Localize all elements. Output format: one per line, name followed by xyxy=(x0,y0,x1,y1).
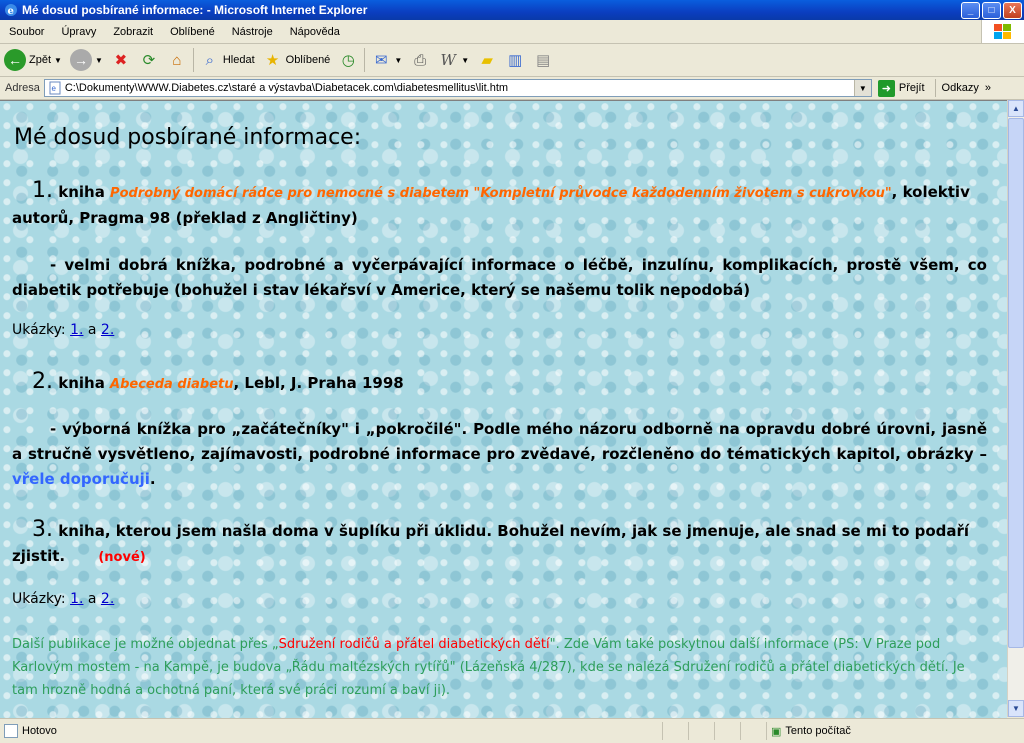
book-1-details: , kolektiv autorů, Pragma 98 (překlad z Angličtiny) xyxy=(12,183,970,227)
stop-icon: ✖ xyxy=(114,52,128,69)
go-button[interactable] xyxy=(878,80,925,97)
page-icon xyxy=(48,81,62,95)
menu-upravy[interactable]: Úpravy xyxy=(61,25,97,38)
search-icon: ⌕ xyxy=(205,51,215,69)
search-button[interactable] xyxy=(196,46,259,74)
book-2 xyxy=(12,369,987,397)
title-bar xyxy=(0,0,1024,20)
svg-text:e: e xyxy=(51,84,56,93)
sample-link-1[interactable]: 1. xyxy=(70,322,84,338)
history-icon: ◷ xyxy=(341,52,355,69)
book-1 xyxy=(12,178,987,231)
toolbar-separator xyxy=(193,48,194,72)
favorites-label: Oblíbené xyxy=(285,54,331,66)
page-status-icon xyxy=(4,724,18,738)
book-3-text: kniha, kterou jsem našla doma v šuplíku při úklidu. Bohužel nevím, jak se jmenuje, ale snad se mi to podaří zjistit. xyxy=(12,522,970,565)
book-2-desc-text: - výborná knížka pro „začátečníky" i „pokročilé". Podle mého názoru odborně na opravdu dobré úrovni, jasně a stručně vysvětleno, zajímavosti, podrobné informace pro zvědavé, rozčleněno do tématických kapitol, obrázky – xyxy=(12,420,987,463)
stop-button[interactable] xyxy=(107,46,135,74)
favorites-button[interactable] xyxy=(259,46,335,74)
footer-note xyxy=(12,633,987,702)
back-label: Zpět xyxy=(29,54,52,66)
edit-dropdown-icon[interactable]: ▼ xyxy=(461,55,470,65)
forward-button[interactable] xyxy=(66,46,107,74)
book-1-number: 1. xyxy=(32,178,53,203)
footer-after: ". Zde Vám také poskytnou další informace (PS: V Praze pod Karlovým mostem - na Kampě, je budova „Řádu maltézských rytířů" (Lázeňská 4/287), kde se nalézá Sdružení rodičů a přátel diabetických dětí. Je tam hrozně hodná a ochotná paní, která své práci rozumí a baví ji). xyxy=(12,637,965,698)
address-dropdown-icon[interactable]: ▼ xyxy=(854,80,871,96)
address-label: Adresa xyxy=(5,82,40,94)
messenger-button[interactable] xyxy=(501,46,529,74)
maximize-button[interactable]: □ xyxy=(982,2,1001,19)
zone-cell xyxy=(766,722,987,740)
status-text: Hotovo xyxy=(22,725,57,737)
star-icon: ★ xyxy=(265,52,280,69)
samples-and: a xyxy=(83,322,101,338)
sample-link-1[interactable]: 1. xyxy=(70,591,84,607)
home-icon: ⌂ xyxy=(172,51,182,69)
menu-soubor[interactable]: Soubor xyxy=(9,25,45,38)
refresh-icon: ⟳ xyxy=(142,52,156,69)
book-3-number: 3. xyxy=(32,517,53,542)
links-label: Odkazy xyxy=(941,82,979,94)
book-2-details: , Lebl, J. Praha 1998 xyxy=(233,374,404,392)
new-badge: (nové) xyxy=(98,550,146,565)
menu-napoveda[interactable]: Nápověda xyxy=(289,25,340,38)
ie-icon xyxy=(4,3,18,17)
recommend-text: vřele doporučuji xyxy=(12,470,150,488)
status-cell xyxy=(740,722,766,740)
samples-1 xyxy=(12,322,114,338)
sample-link-2[interactable]: 2. xyxy=(100,591,115,607)
menu-zobrazit[interactable]: Zobrazit xyxy=(113,25,154,38)
toolbar xyxy=(0,44,1024,77)
back-dropdown-icon[interactable]: ▼ xyxy=(54,55,62,65)
book-1-description: - velmi dobrá knížka, podrobné a vyčerpávající informace o léčbě, inzulínu, komplikacích, prostě všem, co diabetik potřebuje (bohužel i stav lékařsví v Americe, který se našemu tolik nepodobá) xyxy=(12,256,987,299)
book-1-title: Podrobný domácí rádce pro nemocné s diabetem "Kompletní průvodce každodenním životem s cukrovkou" xyxy=(110,186,892,201)
links-button[interactable] xyxy=(935,79,991,97)
page-heading: Mé dosud posbírané informace: xyxy=(14,125,362,150)
note-icon: ▰ xyxy=(481,52,493,69)
word-icon: W xyxy=(440,51,456,69)
book-2-title[interactable]: Abeceda diabetu xyxy=(110,377,234,392)
book-3 xyxy=(12,517,987,570)
edit-button[interactable] xyxy=(434,46,473,74)
svg-text:e: e xyxy=(7,6,14,17)
printer-icon: ⎙ xyxy=(414,51,427,69)
samples-and: a xyxy=(83,591,101,607)
chevron-right-icon: » xyxy=(984,82,991,94)
go-label: Přejít xyxy=(898,82,925,94)
status-cell xyxy=(662,722,688,740)
address-url: C:\Dokumenty\WWW.Diabetes.cz\staré a výstavba\Diabetacek.com\diabetesmellitus\lit.htm xyxy=(64,82,509,94)
close-button[interactable]: X xyxy=(1003,2,1022,19)
back-button[interactable] xyxy=(0,46,66,74)
forward-arrow-icon: → xyxy=(70,49,92,71)
refresh-button[interactable] xyxy=(135,46,163,74)
samples-label: Ukázky: xyxy=(12,591,71,607)
back-arrow-icon: ← xyxy=(4,49,26,71)
scroll-down-icon[interactable]: ▼ xyxy=(1008,700,1024,717)
association-link[interactable]: Sdružení rodičů a přátel diabetických dětí xyxy=(278,637,550,652)
menu-oblibene[interactable]: Oblíbené xyxy=(170,25,215,38)
toolbar-separator xyxy=(364,48,365,72)
minimize-button[interactable]: _ xyxy=(961,2,980,19)
footer-before: Další publikace je možné objednat přes „ xyxy=(12,637,279,652)
windows-logo-icon xyxy=(981,20,1024,43)
home-button[interactable] xyxy=(163,46,191,74)
window-title: Mé dosud posbírané informace: - Microsoft Internet Explorer xyxy=(22,3,368,17)
sample-link-2[interactable]: 2. xyxy=(100,322,115,338)
status-cell xyxy=(688,722,714,740)
scroll-thumb[interactable] xyxy=(1008,118,1024,648)
print-button[interactable] xyxy=(406,46,434,74)
research-button[interactable] xyxy=(529,46,557,74)
samples-3 xyxy=(12,591,114,607)
menu-nastroje[interactable]: Nástroje xyxy=(231,25,273,38)
book-2-description xyxy=(12,417,987,492)
research-icon: ▤ xyxy=(536,52,551,69)
address-input[interactable] xyxy=(44,79,872,97)
book-2-desc-end: . xyxy=(149,470,156,488)
book-2-prefix: kniha xyxy=(53,374,111,392)
vertical-scrollbar[interactable] xyxy=(1007,100,1024,717)
history-button[interactable] xyxy=(334,46,362,74)
computer-icon: ▣ xyxy=(771,725,782,738)
forward-dropdown-icon[interactable]: ▼ xyxy=(94,55,103,65)
mail-dropdown-icon[interactable]: ▼ xyxy=(394,55,403,65)
zone-text: Tento počítač xyxy=(785,725,851,737)
address-bar xyxy=(0,77,1024,100)
scroll-up-icon[interactable]: ▲ xyxy=(1008,100,1024,117)
status-bar xyxy=(0,718,1024,743)
book-1-prefix: kniha xyxy=(53,183,111,201)
mail-icon: ✉ xyxy=(375,52,388,69)
status-cell xyxy=(714,722,740,740)
chart-icon: ▥ xyxy=(508,52,523,69)
search-label: Hledat xyxy=(222,54,255,66)
mail-button[interactable] xyxy=(367,46,406,74)
samples-label: Ukázky: xyxy=(12,322,71,338)
go-arrow-icon: ➜ xyxy=(878,80,895,97)
page-content xyxy=(0,100,1007,718)
book-2-number: 2. xyxy=(32,369,53,394)
menu-bar xyxy=(0,20,1024,44)
discuss-button[interactable] xyxy=(473,46,501,74)
